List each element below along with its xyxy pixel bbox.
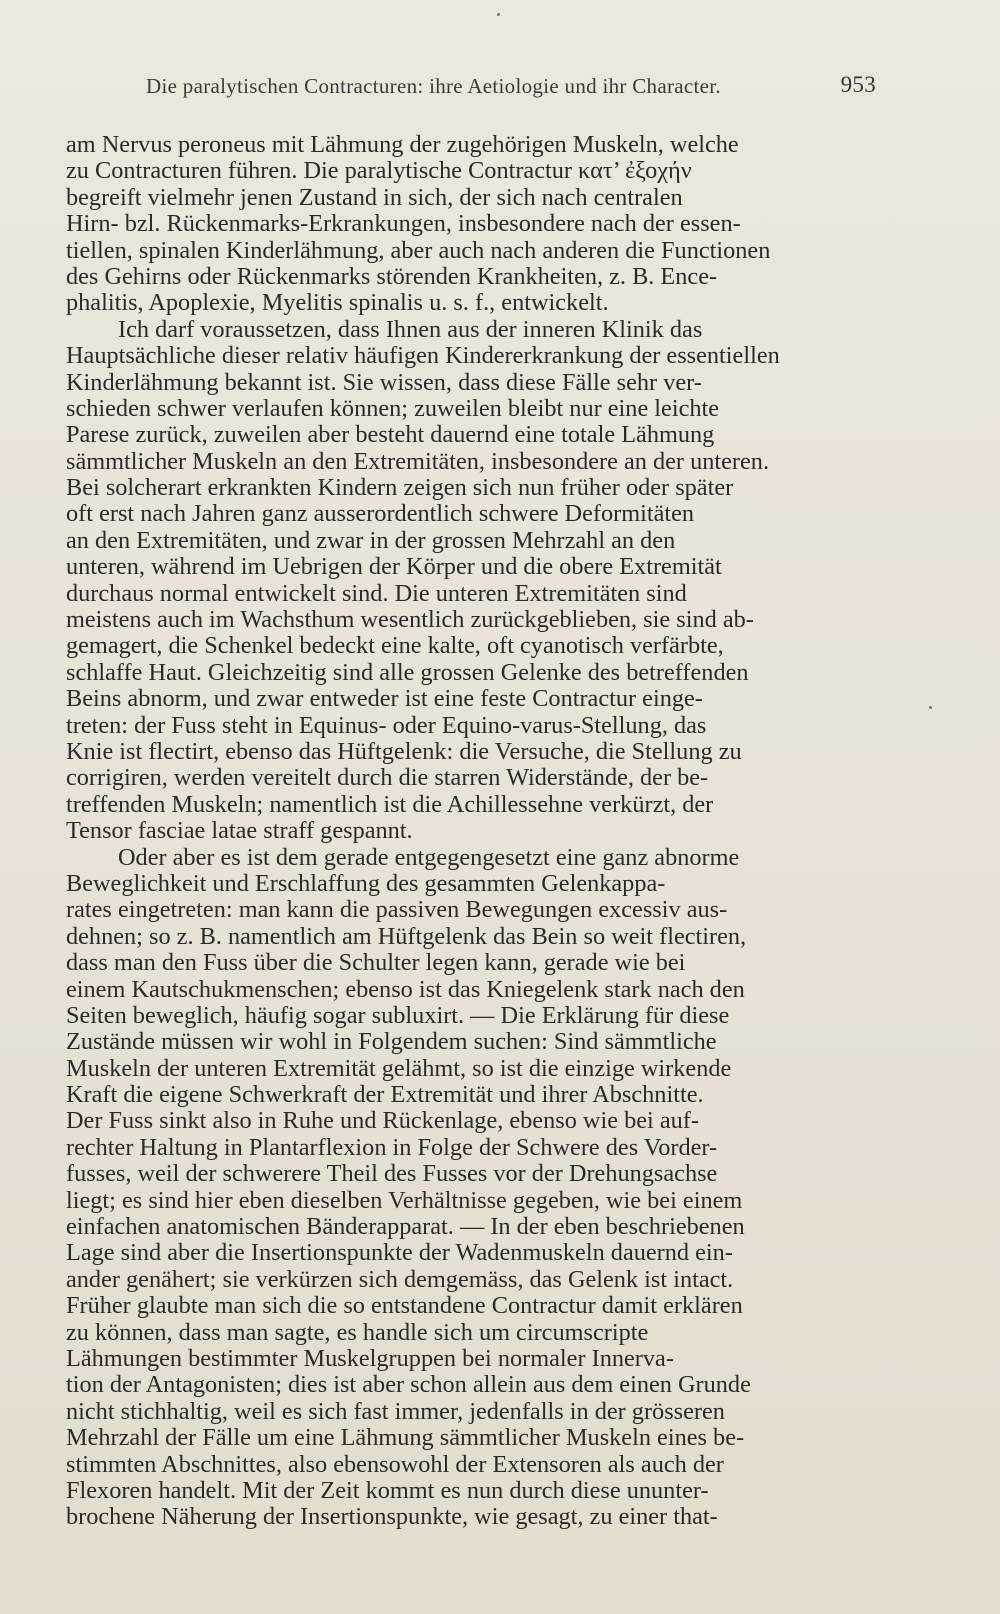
text-line: nicht stichhaltig, weil es sich fast immer, jedenfalls in der grösseren	[66, 1398, 725, 1425]
page-number: 953	[840, 72, 876, 97]
text-line: tion der Antagonisten; dies ist aber schon allein aus dem einen Grunde	[66, 1372, 751, 1399]
text-line: zu Contracturen führen. Die paralytische Contractur κατ’ ἐξοχήν	[66, 158, 692, 185]
text-line: durchaus normal entwickelt sind. Die unteren Extremitäten sind	[66, 580, 687, 607]
text-line: tiellen, spinalen Kinderlähmung, aber auch nach anderen die Functionen	[66, 237, 771, 264]
text-line: meistens auch im Wachsthum wesentlich zurückgeblieben, sie sind ab-	[66, 607, 754, 634]
text-line: schlaffe Haut. Gleichzeitig sind alle grossen Gelenke des betreffenden	[66, 659, 749, 686]
text-line: Früher glaubte man sich die so entstandene Contractur damit erklären	[66, 1293, 743, 1320]
text-line: Lage sind aber die Insertionspunkte der Wadenmuskeln dauernd ein-	[66, 1240, 733, 1267]
text-line: Muskeln der unteren Extremität gelähmt, so ist die einzige wirkende	[66, 1055, 732, 1082]
text-line: sämmtlicher Muskeln an den Extremitäten, insbesondere an der unteren.	[66, 448, 770, 475]
text-line: fusses, weil der schwerere Theil des Fusses vor der Drehungsachse	[66, 1161, 718, 1188]
text-line: schieden schwer verlaufen können; zuweilen bleibt nur eine leichte	[66, 395, 720, 422]
text-line: ander genähert; sie verkürzen sich demgemäss, das Gelenk ist intact.	[66, 1266, 734, 1293]
text-line: rates eingetreten: man kann die passiven Bewegungen excessiv aus-	[66, 897, 728, 924]
text-line: einem Kautschukmenschen; ebenso ist das Kniegelenk stark nach den	[66, 976, 745, 1003]
text-line: Parese zurück, zuweilen aber besteht dauernd eine totale Lähmung	[66, 422, 715, 449]
paper-speck	[497, 13, 500, 16]
text-line: Der Fuss sinkt also in Ruhe und Rückenlage, ebenso wie bei auf-	[66, 1108, 699, 1135]
text-line: an den Extremitäten, und zwar in der grossen Mehrzahl an den	[66, 527, 676, 554]
text-line: Tensor fasciae latae straff gespannt.	[66, 818, 413, 845]
text-line: stimmten Abschnittes, also ebensowohl der Extensoren als auch der	[66, 1451, 724, 1478]
text-line: Lähmungen bestimmter Muskelgruppen bei normaler Innerva-	[66, 1345, 674, 1372]
text-line: rechter Haltung in Plantarflexion in Folge der Schwere des Vorder-	[66, 1134, 718, 1161]
text-line: oft erst nach Jahren ganz ausserordentlich schwere Deformitäten	[66, 501, 695, 528]
text-line: Beins abnorm, und zwar entweder ist eine feste Contractur einge-	[66, 686, 703, 713]
paper-speck	[929, 706, 932, 709]
text-line: brochene Näherung der Insertionspunkte, wie gesagt, zu einer that-	[66, 1504, 718, 1531]
text-line: Hirn- bzl. Rückenmarks-Erkrankungen, insbesondere nach der essen-	[66, 211, 741, 238]
text-line: am Nervus peroneus mit Lähmung der zugehörigen Muskeln, welche	[66, 132, 739, 158]
text-line: Bei solcherart erkrankten Kindern zeigen sich nun früher oder später	[66, 475, 734, 502]
text-line: corrigiren, werden vereitelt durch die starren Widerstände, der be-	[66, 765, 709, 792]
text-line: Flexoren handelt. Mit der Zeit kommt es nun durch diese ununter-	[66, 1477, 709, 1504]
text-line: Hauptsächliche dieser relativ häufigen Kindererkrankung der essentiellen	[66, 343, 780, 370]
paragraph-start-line: Oder aber es ist dem gerade entgegengesetzt eine ganz abnorme	[118, 844, 740, 871]
text-line: Kinderlähmung bekannt ist. Sie wissen, dass diese Fälle sehr ver-	[66, 369, 702, 396]
text-line: zu können, dass man sagte, es handle sich um circumscripte	[66, 1319, 649, 1346]
text-line: liegt; es sind hier eben dieselben Verhältnisse gegeben, wie bei einem	[66, 1187, 743, 1214]
text-line: Knie ist flectirt, ebenso das Hüftgelenk: die Versuche, die Stellung zu	[66, 738, 742, 765]
text-line: Mehrzahl der Fälle um eine Lähmung sämmtlicher Muskeln eines be-	[66, 1425, 745, 1452]
text-line: Kraft die eigene Schwerkraft der Extremität und ihrer Abschnitte.	[66, 1082, 704, 1109]
text-line: treten: der Fuss steht in Equinus- oder Equino-varus-Stellung, das	[66, 712, 707, 739]
body-text	[66, 132, 876, 1531]
text-line: unteren, während im Uebrigen der Körper und die obere Extremität	[66, 554, 722, 581]
paragraph-start-line: Ich darf voraussetzen, dass Ihnen aus der inneren Klinik das	[118, 316, 703, 343]
text-line: dass man den Fuss über die Schulter legen kann, gerade wie bei	[66, 950, 686, 977]
text-line: einfachen anatomischen Bänderapparat. — In der eben beschriebenen	[66, 1214, 745, 1241]
text-line: des Gehirns oder Rückenmarks störenden Krankheiten, z. B. Ence-	[66, 263, 718, 290]
running-head: Die paralytischen Contracturen: ihre Aetiologie und ihr Character.	[146, 74, 721, 98]
text-line: treffenden Muskeln; namentlich ist die Achillessehne verkürzt, der	[66, 791, 714, 818]
text-line: gemagert, die Schenkel bedeckt eine kalte, oft cyanotisch verfärbte,	[66, 633, 724, 660]
text-line: Seiten beweglich, häufig sogar subluxirt. — Die Erklärung für diese	[66, 1002, 730, 1029]
text-line: Zustände müssen wir wohl in Folgendem suchen: Sind sämmtliche	[66, 1029, 717, 1056]
page-header	[66, 70, 876, 106]
text-line: phalitis, Apoplexie, Myelitis spinalis u. s. f., entwickelt.	[66, 290, 609, 317]
text-line: begreift vielmehr jenen Zustand in sich, der sich nach centralen	[66, 184, 683, 211]
text-line: dehnen; so z. B. namentlich am Hüftgelenk das Bein so weit flectiren,	[66, 923, 747, 950]
text-line: Beweglichkeit und Erschlaffung des gesammten Gelenkappa-	[66, 870, 666, 897]
